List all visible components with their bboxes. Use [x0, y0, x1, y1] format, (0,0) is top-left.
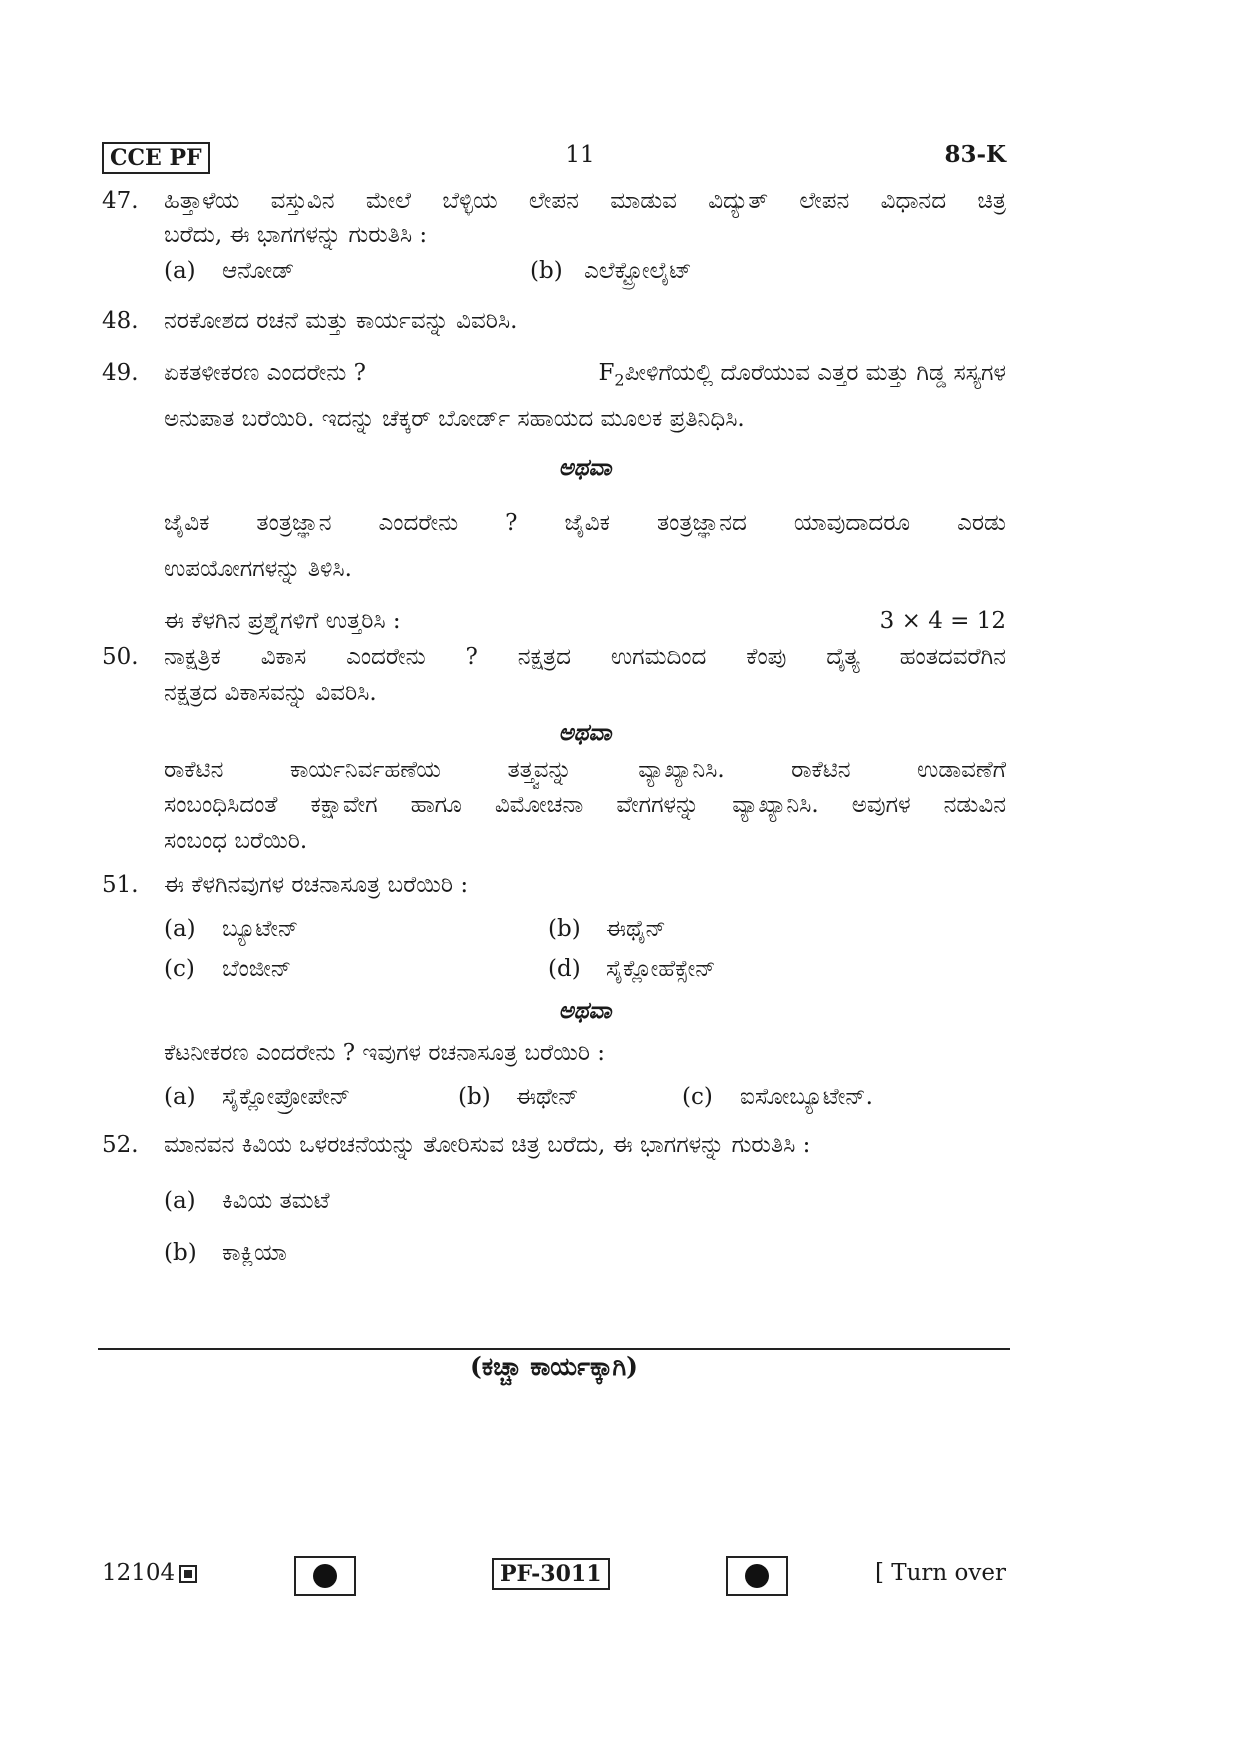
q49-or-label: ಅಥವಾ: [558, 454, 612, 481]
question-number-52: 52.: [102, 1132, 139, 1158]
q49-line1-pre: ಏಕತಳೀಕರಣ ಎಂದರೇನು ?: [164, 360, 366, 386]
q49-line1-generation: [598, 358, 1006, 396]
q50-or-label: ಅಥವಾ: [558, 719, 612, 746]
q52-option-a-label: (a): [164, 1188, 196, 1214]
q50-alt-line3: ಸಂಬಂಧ ಬರೆಯಿರಿ.: [164, 828, 308, 854]
question-number-50: 50.: [102, 644, 139, 670]
section-instruction: ಈ ಕೆಳಗಿನ ಪ್ರಶ್ನೆಗಳಿಗೆ ಉತ್ತರಿಸಿ :: [164, 608, 401, 634]
q51-alt-option-c-text: ಐಸೋಬ್ಯೂಟೇನ್.: [740, 1084, 873, 1110]
q49-alt-line2: ಉಪಯೋಗಗಳನ್ನು ತಿಳಿಸಿ.: [164, 556, 352, 582]
question-number-48: 48.: [102, 308, 139, 334]
question-47-line1: ಹಿತ್ತಾಳೆಯ ವಸ್ತುವಿನ ಮೇಲೆ ಬೆಳ್ಳಿಯ ಲೇಪನ ಮಾಡುವ ವಿದ್ಯುತ್ ಲೇಪನ ವಿಧಾನದ ಚಿತ್ರ: [164, 188, 1006, 214]
q51-option-c-label: (c): [164, 956, 195, 982]
rough-work-divider: [98, 1348, 1010, 1350]
paper-code-box: PF-3011: [492, 1558, 610, 1590]
question-49-line1: [164, 358, 1006, 396]
page-number: 11: [565, 142, 595, 168]
q51-alt-option-b-label: (b): [458, 1084, 491, 1110]
q51-option-a-label: (a): [164, 916, 196, 942]
q51-option-c-text: ಬೆಂಜೀನ್: [222, 956, 292, 982]
q51-alt-option-a-label: (a): [164, 1084, 196, 1110]
q49-alt-line1: ಜೈವಿಕ ತಂತ್ರಜ್ಞಾನ ಎಂದರೇನು ? ಜೈವಿಕ ತಂತ್ರಜ್ಞಾನದ ಯಾವುದಾದರೂ ಎರಡು: [164, 510, 1006, 536]
q51-option-a-text: ಬ್ಯೂಟೇನ್: [222, 916, 299, 942]
q51-or-label: ಅಥವಾ: [558, 997, 612, 1024]
q47-option-a-text: ಆನೋಡ್: [222, 258, 295, 284]
section-marks: 3 × 4 = 12: [879, 608, 1006, 634]
registration-mark-left: [294, 1556, 356, 1596]
question-number-49: 49.: [102, 360, 139, 386]
q52-option-a-text: ಕಿವಿಯ ತಮಟೆ: [222, 1188, 330, 1214]
q51-alt-text: ಕೆಟನೀಕರಣ ಎಂದರೇನು ? ಇವುಗಳ ರಚನಾಸೂತ್ರ ಬರೆಯಿರಿ :: [164, 1040, 606, 1066]
question-50-line2: ನಕ್ಷತ್ರದ ವಿಕಾಸವನ್ನು ವಿವರಿಸಿ.: [164, 680, 377, 706]
rough-work-label: (ಕಚ್ಚಾ ಕಾರ್ಯಕ್ಕಾಗಿ): [470, 1352, 638, 1381]
footer-code-text: 12104: [102, 1560, 176, 1586]
q49-f-subscript: 2: [614, 370, 625, 390]
header-right-code: 83-K: [944, 141, 1006, 168]
registration-mark-right: [726, 1556, 788, 1596]
question-49-line2: ಅನುಪಾತ ಬರೆಯಿರಿ. ಇದನ್ನು ಚೆಕ್ಕರ್ ಬೋರ್ಡ್ ಸಹಾಯದ ಮೂಲಕ ಪ್ರತಿನಿಧಿಸಿ.: [164, 406, 745, 432]
q52-option-b-label: (b): [164, 1240, 197, 1266]
q51-option-b-text: ಈಥೈನ್: [606, 916, 666, 942]
header-left-code: CCE PF: [102, 142, 210, 174]
question-48-text: ನರಕೋಶದ ರಚನೆ ಮತ್ತು ಕಾರ್ಯವನ್ನು ವಿವರಿಸಿ.: [164, 308, 518, 334]
filled-square-icon: [179, 1565, 197, 1583]
q51-option-b-label: (b): [548, 916, 581, 942]
question-51-text: ಈ ಕೆಳಗಿನವುಗಳ ರಚನಾಸೂತ್ರ ಬರೆಯಿರಿ :: [164, 872, 469, 898]
q47-option-a-label: (a): [164, 258, 196, 284]
q47-option-b-label: (b): [530, 258, 563, 284]
q49-line1-post: ಪೀಳಿಗೆಯಲ್ಲಿ ದೊರೆಯುವ ಎತ್ತರ ಮತ್ತು ಗಿಡ್ಡ ಸಸ್ಯಗಳ: [624, 360, 1006, 386]
q51-alt-option-a-text: ಸೈಕ್ಲೋಪ್ರೋಪೇನ್: [222, 1084, 351, 1110]
question-number-51: 51.: [102, 872, 139, 898]
q51-option-d-label: (d): [548, 956, 581, 982]
q51-alt-option-c-label: (c): [682, 1084, 713, 1110]
footer-code: [102, 1558, 197, 1588]
q51-option-d-text: ಸೈಕ್ಲೋಹೆಕ್ಸೇನ್: [606, 956, 716, 982]
q51-alt-option-b-text: ಈಥೇನ್: [516, 1084, 579, 1110]
q47-option-b-text: ಎಲೆಕ್ಟ್ರೋಲೈಟ್: [584, 258, 692, 284]
q52-option-b-text: ಕಾಕ್ಲಿಯಾ: [222, 1240, 287, 1266]
q50-alt-line1: ರಾಕೆಟಿನ ಕಾರ್ಯನಿರ್ವಹಣೆಯ ತತ್ತ್ವವನ್ನು ವ್ಯಾಖ್ಯಾನಿಸಿ. ರಾಕೆಟಿನ ಉಡಾವಣೆಗೆ: [164, 757, 1006, 783]
black-dot-icon: [745, 1564, 769, 1588]
turn-over-label: [ Turn over: [874, 1560, 1006, 1586]
q49-f-symbol: F: [598, 360, 615, 386]
question-47-line2: ಬರೆದು, ಈ ಭಾಗಗಳನ್ನು ಗುರುತಿಸಿ :: [164, 222, 428, 248]
q50-alt-line2: ಸಂಬಂಧಿಸಿದಂತೆ ಕಕ್ಷಾವೇಗ ಹಾಗೂ ವಿಮೋಚನಾ ವೇಗಗಳನ್ನು ವ್ಯಾಖ್ಯಾನಿಸಿ. ಅವುಗಳ ನಡುವಿನ: [164, 792, 1006, 818]
question-number-47: 47.: [102, 188, 139, 214]
black-dot-icon: [313, 1564, 337, 1588]
question-50-line1: ನಾಕ್ಷತ್ರಿಕ ವಿಕಾಸ ಎಂದರೇನು ? ನಕ್ಷತ್ರದ ಉಗಮದಿಂದ ಕೆಂಪು ದೈತ್ಯ ಹಂತದವರೆಗಿನ: [164, 644, 1006, 670]
question-52-text: ಮಾನವನ ಕಿವಿಯ ಒಳರಚನೆಯನ್ನು ತೋರಿಸುವ ಚಿತ್ರ ಬರೆದು, ಈ ಭಾಗಗಳನ್ನು ಗುರುತಿಸಿ :: [164, 1132, 811, 1158]
